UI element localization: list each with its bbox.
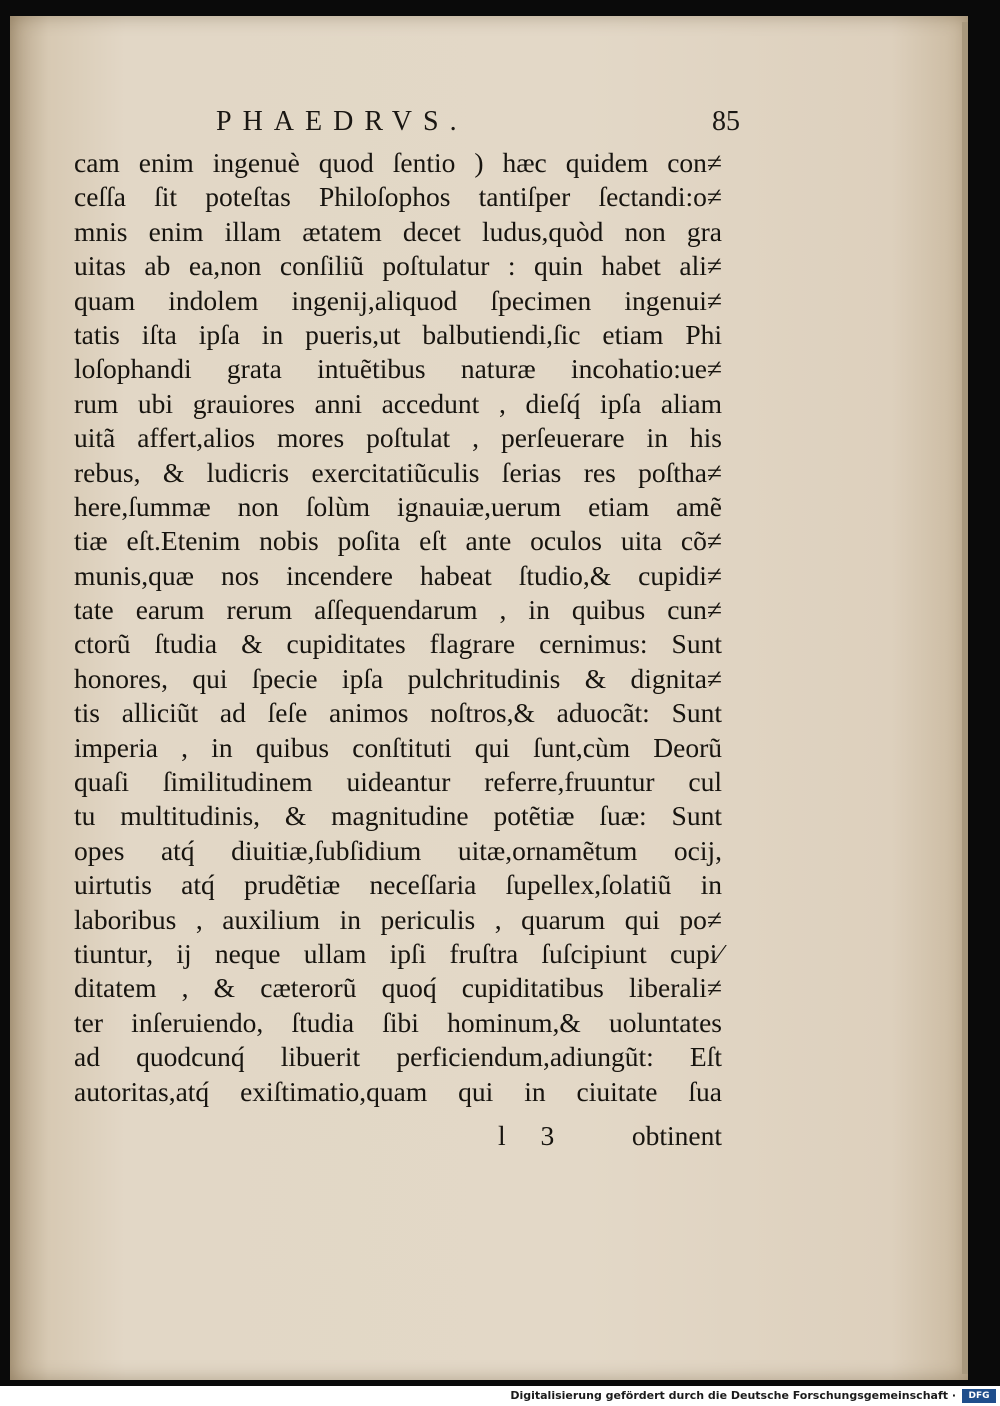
text-line: quam indolem ingenij,aliquod ſpecimen ingenui≠ xyxy=(74,284,722,316)
text-line: cam enim ingenuè quod ſentio ) hæc quidem con≠ xyxy=(74,147,722,178)
page-number: 85 xyxy=(712,106,740,137)
text-line: ctorũ ſtudia & cupiditates flagrare cernimus: Sunt xyxy=(74,628,722,660)
text-line: honores, qui ſpecie ipſa pulchritudinis & dignita≠ xyxy=(74,662,722,694)
text-line: ad quodcunq́ libuerit perficiendum,adiungũt: Eſt xyxy=(74,1041,722,1073)
text-line: ditatem , & cæterorũ quoq́ cupiditatibus liberali≠ xyxy=(74,972,722,1004)
text-line: rebus, & ludicris exercitatiũculis ſerias res poſtha≠ xyxy=(74,456,722,488)
catchword: obtinent xyxy=(631,1120,722,1151)
text-line: ter inſeruiendo, ſtudia ſibi hominum,& uoluntates xyxy=(74,1006,722,1038)
text-line: uirtutis atq́ prudẽtiæ neceſſaria ſupellex,ſolatiũ in xyxy=(74,869,722,901)
text-line: tis alliciũt ad ſeſe animos noſtros,& aduocãt: Sunt xyxy=(74,697,722,729)
text-line: tu multitudinis, & magnitudine potẽtiæ ſuæ: Sunt xyxy=(74,800,722,832)
text-line: mnis enim illam ætatem decet ludus,quòd non gra xyxy=(74,215,722,247)
running-head xyxy=(200,106,740,142)
text-line: tiæ eſt.Etenim nobis poſita eſt ante oculos uita cõ≠ xyxy=(74,525,722,557)
funding-credit: Digitalisierung gefördert durch die Deutsche Forschungsgemeinschaft · xyxy=(510,1389,956,1402)
text-line: opes atq́ diuitiæ,ſubſidium uitæ,ornamẽtum ocij, xyxy=(74,834,722,866)
text-line: munis,quæ nos incendere habeat ſtudio,& cupidi≠ xyxy=(74,559,722,591)
signature-mark: l 3 xyxy=(498,1120,569,1151)
text-line: laboribus , auxilium in periculis , quarum qui po≠ xyxy=(74,903,722,935)
dfg-logo: DFG xyxy=(962,1389,996,1403)
signature-row xyxy=(74,1120,722,1156)
text-line: tiuntur, ij neque ullam ipſi fruſtra ſuſcipiunt cupi⁄ xyxy=(74,937,722,969)
text-line: uitas ab ea,non conſiliũ poſtulatur : quin habet ali≠ xyxy=(74,250,722,282)
running-title: PHAEDRVS. xyxy=(216,106,468,137)
text-line: tatis iſta ipſa in pueris,ut balbutiendi,ſic etiam Phi xyxy=(74,318,722,350)
text-line: quaſi ſimilitudinem uideantur referre,fruuntur cul xyxy=(74,766,722,798)
text-line: autoritas,atq́ exiſtimatio,quam qui in ciuitate ſua xyxy=(74,1075,722,1107)
text-line: here,ſummæ non ſolùm ignauiæ,uerum etiam amẽ xyxy=(74,490,722,522)
page-edge xyxy=(962,22,968,1374)
text-line: uitã affert,alios mores poſtulat , perſeuerare in his xyxy=(74,422,722,454)
footer-bar xyxy=(0,1386,1000,1406)
text-line: tate earum rerum aſſequendarum , in quibus cun≠ xyxy=(74,594,722,626)
text-line: ceſſa ſit poteſtas Philoſophos tantiſper ſectandi:o≠ xyxy=(74,181,722,213)
text-line: rum ubi grauiores anni accedunt , dieſq́ ipſa aliam xyxy=(74,387,722,419)
text-block xyxy=(74,146,722,1109)
text-line: imperia , in quibus conſtituti qui ſunt,cùm Deorũ xyxy=(74,731,722,763)
text-line: loſophandi grata intuẽtibus naturæ incohatio:ue≠ xyxy=(74,353,722,385)
